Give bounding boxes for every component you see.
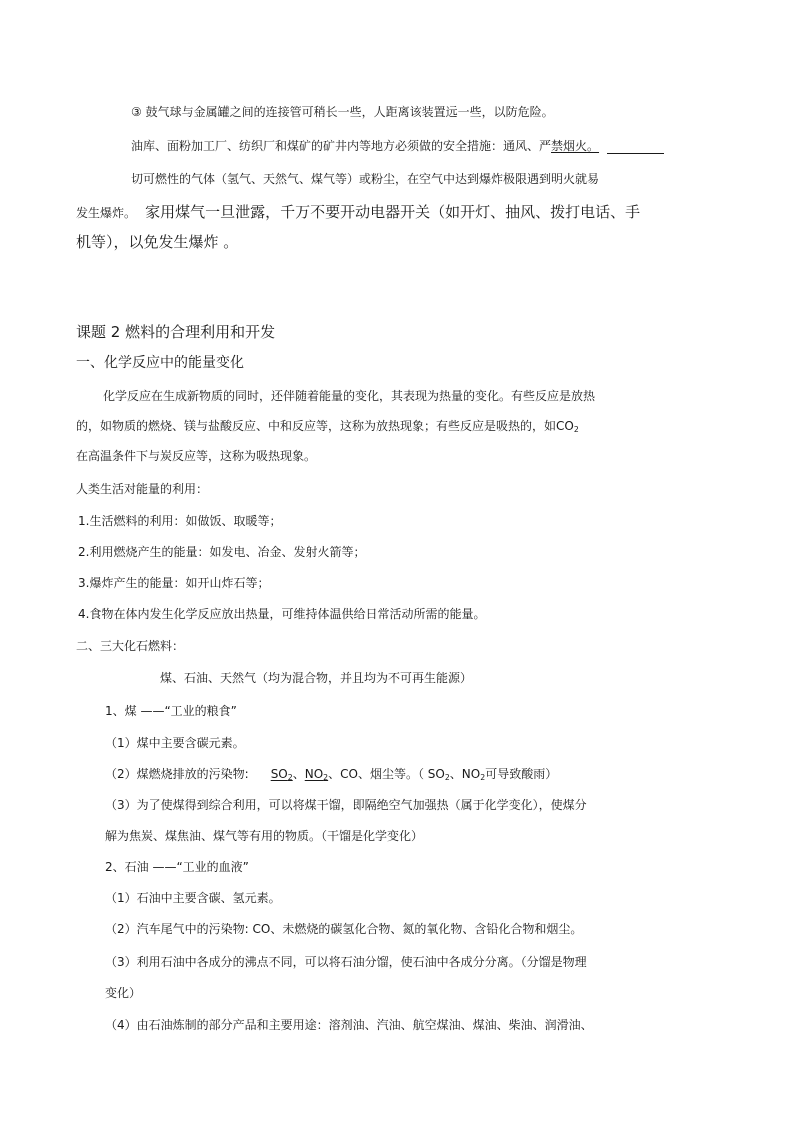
coal-title: 1、煤 ——“工业的粮食”: [105, 704, 237, 718]
energy-use-item: 1.生活燃料的利用：如做饭、取暖等；: [78, 514, 282, 528]
topic-title: 课题 2 燃料的合理利用和开发: [76, 323, 276, 341]
safety-note-3: ③ 鼓气球与金属罐之间的连接管可稍长一些，人距离该装置远一些，以防危险。: [131, 105, 554, 119]
coal-item-2: （2）煤燃烧排放的污染物: $SO_2$、$NO_2$、CO、烟尘等。（ $SO_2$、$NO_2$可导致酸雨）: [105, 767, 558, 782]
coal-item-3-line-1: （3）为了使煤得到综合利用，可以将煤干馏，即隔绝空气加强热（属于化学变化），使煤分: [105, 798, 587, 812]
energy-use-item: 4.食物在体内发生化学反应放出热量，可维持体温供给日常活动所需的能量。: [78, 607, 486, 621]
section1-para-line-2-text: 的，如物质的燃烧、镁与盐酸反应、中和反应等，这称为放热现象；有些反应是吸热的，如CO: [76, 419, 574, 433]
oil-item-4: （4）由石油炼制的部分产品和主要用途：溶剂油、汽油、航空煤油、煤油、柴油、润滑油、: [105, 1018, 593, 1032]
energy-uses-heading: 人类生活对能量的利用：: [76, 482, 209, 496]
co2-subscript: 2: [573, 424, 579, 434]
oil-item-3-line-2: 变化）: [105, 986, 142, 1000]
explosion-line-2a: 发生爆炸。: [76, 206, 137, 220]
explosion-line-2: [76, 204, 640, 220]
explosion-line-3: 机等），以免发生爆炸 。: [76, 233, 239, 251]
explosion-line-1: 切可燃性的气体（氢气、天然气、煤气等）或粉尘，在空气中达到爆炸极限遇到明火就易: [131, 172, 600, 186]
oil-item-3-line-1: （3）利用石油中各成分的沸点不同，可以将石油分馏，使石油中各成分分离。（分馏是物理: [105, 955, 587, 969]
safety-measures-answer: 禁烟火。: [551, 139, 600, 153]
oil-item-2: （2）汽车尾气中的污染物: CO、未燃烧的碳氢化合物、氮的氧化物、含铅化合物和烟尘。: [105, 922, 583, 936]
section1-para-line-1: 化学反应在生成新物质的同时，还伴随着能量的变化，其表现为热量的变化。有些反应是放热: [103, 389, 596, 403]
coal-item-3-line-2: 解为焦炭、煤焦油、煤气等有用的物质。（干馏是化学变化）: [105, 829, 424, 843]
acid-rain-note: 可导致酸雨）: [485, 767, 558, 781]
energy-use-item: 3.爆炸产生的能量：如开山炸石等；: [78, 576, 270, 590]
so2-formula: $SO_2$: [270, 767, 293, 782]
coal-item-1: （1）煤中主要含碳元素。: [105, 736, 245, 750]
no2-formula: $NO_2$: [304, 767, 329, 782]
fossil-fuels-summary: 煤、石油、天然气（均为混合物，并且均为不可再生能源）: [160, 671, 473, 685]
section2-heading: 二、三大化石燃料：: [76, 639, 185, 653]
safety-measures-line: [131, 140, 599, 152]
section1-para-line-3: 在高温条件下与炭反应等，这称为吸热现象。: [76, 449, 317, 463]
safety-measures-text: 油库、面粉加工厂、纺织厂和煤矿的矿井内等地方必须做的安全措施：通风、严: [131, 139, 552, 153]
explosion-line-2b: 家用煤气一旦泄露，千万不要开动电器开关（如开灯、抽风、拨打电话、手: [145, 203, 641, 221]
energy-use-item: 2.利用燃烧产生的能量：如发电、冶金、发射火箭等；: [78, 545, 366, 559]
oil-item-1: （1）石油中主要含碳、氢元素。: [105, 891, 281, 905]
section1-heading: 一、化学反应中的能量变化: [76, 355, 244, 371]
oil-title: 2、石油 ——“工业的血液”: [105, 860, 249, 874]
section1-para-line-2: [76, 420, 579, 432]
answer-blank-line: [607, 153, 664, 154]
coal-item-2-prefix: （2）煤燃烧排放的污染物:: [105, 767, 249, 781]
